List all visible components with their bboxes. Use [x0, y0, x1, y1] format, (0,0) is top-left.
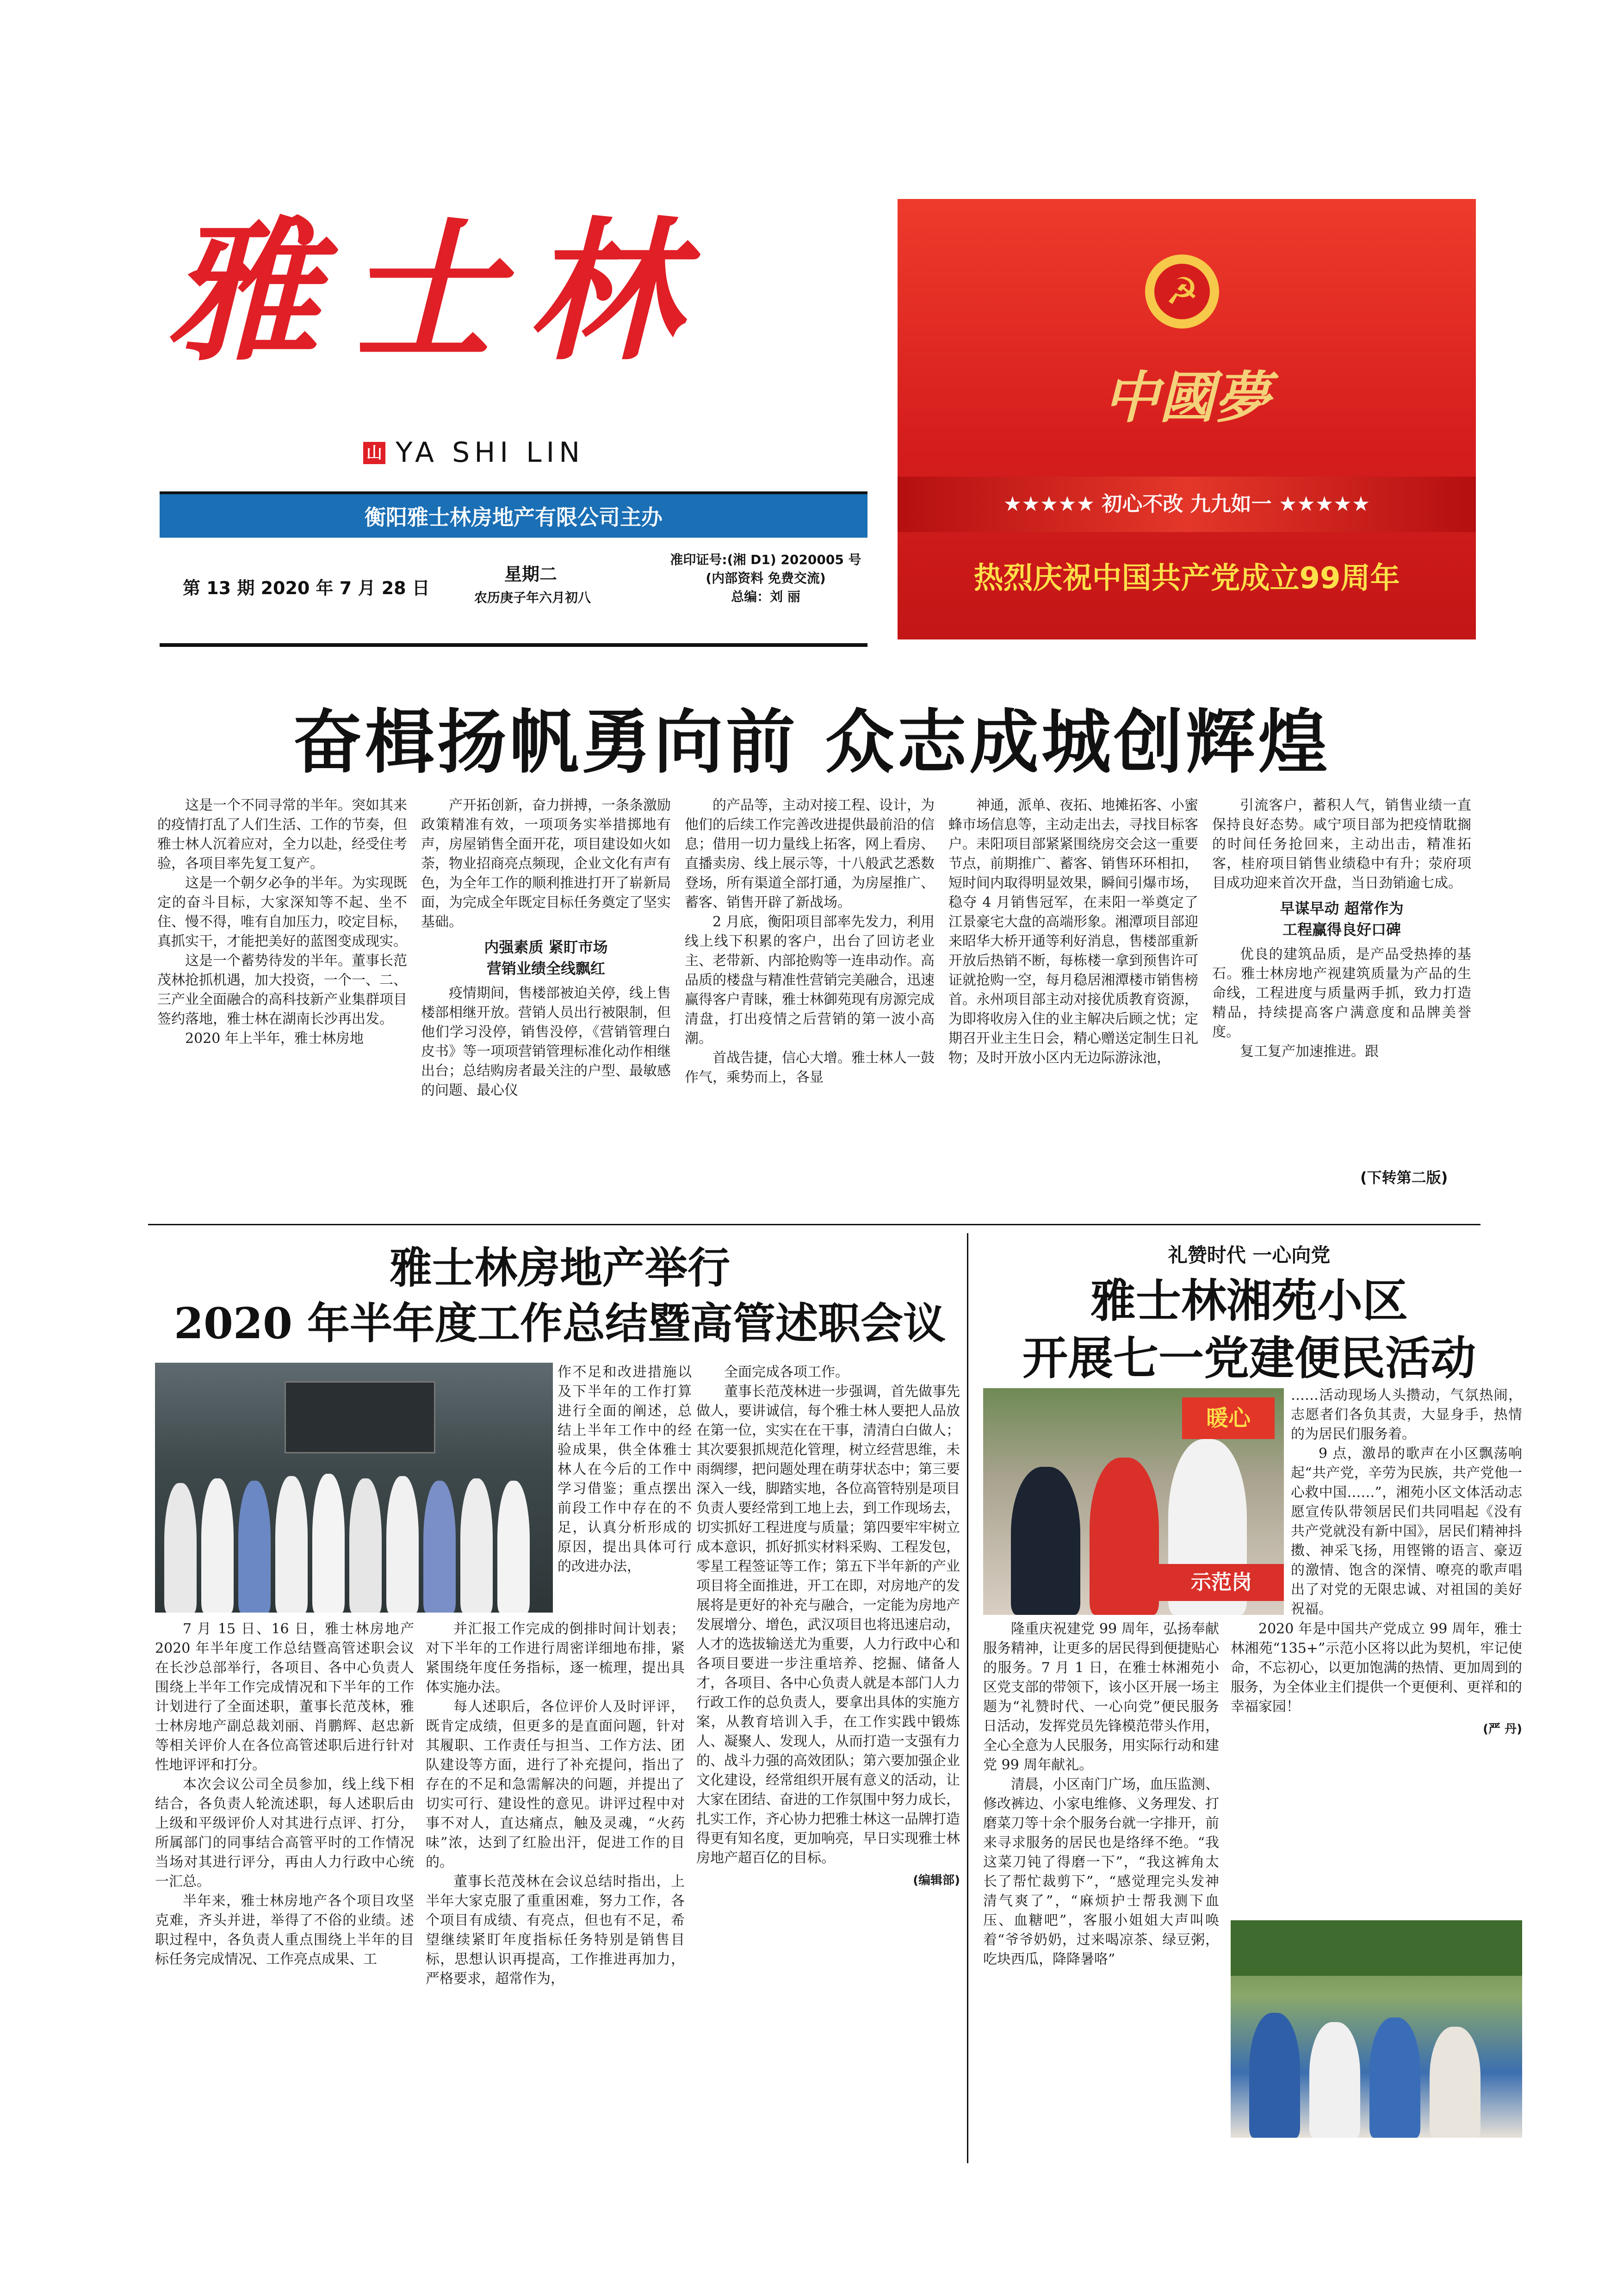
health-service-photo — [1231, 1920, 1522, 2138]
internal-note: (内部资料 免费交流) — [706, 571, 826, 586]
lunar-date: 农历庚子年六月初八 — [474, 590, 591, 605]
lead-column-2 — [421, 796, 671, 1222]
lead-column-1 — [157, 796, 407, 1222]
community-headline-line2: 开展七一党建便民活动 — [1022, 1332, 1476, 1385]
banner-caption: 热烈庆祝中国共产党成立99周年 — [973, 561, 1400, 596]
sponsor-bar: 衡阳雅士林房地产有限公司主办 — [160, 491, 867, 538]
meeting-column-top — [558, 1363, 692, 1613]
paragraph: 2 月底，衡阳项目部率先发力，利用线上线下积累的客户，出台了回访老业主、老带新、内部抢购等一连串动作。高品质的楼盘与精准性营销完美融合，迅速赢得客户青睐，雅士林御苑现有房源完成清盘，打出疫情之后营销的第一波小高潮。 — [685, 914, 935, 1047]
community-activity-photo — [983, 1388, 1284, 1615]
paragraph: 产开拓创新，奋力拼搏，一条条激励政策精准有效，一项项务实举措掷地有声，房屋销售全面开花，项目建设如火如荼，物业招商亮点频现，企业文化有声有色，为全年工作的顺利推进打开了崭新局面，为完成全年既定目标任务奠定了坚实基础。 — [421, 797, 671, 930]
meeting-headline — [148, 1240, 972, 1351]
permit-number: 准印证号:(湘 D1) 2020005 号 — [670, 552, 861, 567]
hammer-sickle-icon: ☭ — [1154, 264, 1210, 319]
paragraph: 引流客户，蓄积人气，销售业绩一直保持良好态势。咸宁项目部为把疫情耽搁的时间任务抢回来，主动出击，精准拓客，桂府项目销售业绩稳中有升；荥府项目成功迎来首次开盘，当日劲销逾七成。 — [1212, 797, 1471, 891]
lead-headline: 奋楫扬帆勇向前 众志成城创辉煌 — [292, 702, 1331, 783]
person-figure — [238, 1481, 271, 1613]
person-figure — [386, 1476, 419, 1613]
paragraph: 2020 年是中国共产党成立 99 周年，雅士林湘苑“135+”示范小区将以此为契机，牢记使命，不忘初心，以更加饱满的热情、更加周到的服务，为全体业主们提供一个更便利、更祥和的幸福家园！ — [1231, 1621, 1522, 1715]
community-kicker: 礼赞时代 一心向党 — [1168, 1244, 1331, 1266]
byline: (严 丹) — [1483, 1722, 1522, 1736]
issue-rule — [160, 643, 867, 647]
subheading: 早谋早动 超常作为 工程赢得良好口碑 — [1280, 900, 1404, 938]
paragraph: 神通，派单、夜拓、地摊拓客、小蜜蜂市场信息等，主动走出去，寻找目标客户。耒阳项目部紧紧围绕房交会这一重要节点，前期推广、蓄客、销售环环相扣，短时间内取得明显效果，瞬间引爆市场，稳夺 4 月销售冠军，在耒阳一举奠定了江景豪宅大盘的高端形象。湘潭项目部迎来昭华大桥开通等利好消息，售楼部重新开放后热销不断，每栋楼一拿到预售许可证就抢购一空，每月稳居湘潭楼市销售榜首。永州项目部主动对接优质教育资源，为即将收房入住的业主解决后顾之忧；定期召开业主生日会，精心赠送定制生日礼物；及时开放小区内无边际游泳池， — [948, 797, 1198, 1066]
paragraph: 的产品等，主动对接工程、设计，为他们的后续工作完善改进提供最前沿的信息；借用一切力量线上拓客，网上看房、直播卖房、线上展示等，十八般武艺悉数登场，所有渠道全部打通，为房屋推广、蓄客、销售开辟了新战场。 — [685, 797, 935, 911]
issue-number: 第 13 期 2020 年 7 月 28 日 — [183, 578, 430, 598]
lead-column-5 — [1212, 796, 1471, 1161]
person-figure — [349, 1478, 382, 1613]
community-headline-line1: 雅士林湘苑小区 — [1090, 1274, 1408, 1328]
logo-icon: 山 — [363, 442, 385, 464]
person-figure — [497, 1481, 530, 1613]
paragraph: 每人述职后，各位评价人及时评评，既肯定成绩，但更多的是直面问题，针对其履职、工作责任与担当、工作方法、团队建设等方面，进行了补充提问，指出了存在的不足和急需解决的问题，并提出了切实可行、建设性的意见。讲评过程中对事不对人，直达痛点，触及灵魂，“火药味”浓，达到了红脸出汗，促进工作的目的。 — [426, 1699, 685, 1870]
paragraph: 2020 年上半年，雅士林房地 — [185, 1030, 364, 1047]
paragraph: 董事长范茂林进一步强调，首先做事先做人，要讲诚信，每个雅士林人要把人品放在第一位，实实在在干事，清清白白做人；其次要狠抓规范化管理，树立经营思维，未雨绸缪，把问题处理在萌芽状态中；第三要深入一线，脚踏实地，各位高管特别是项目负责人要经常到工地上去，到工作现场去，切实抓好工程进度与质量；第四要牢牢树立成本意识，抓好抓实材料采购、工程发包，零星工程签证等工作；第五下半年新的产业项目将全面推进，开工在即，对房地产的发展将是更好的补充与融合，一定能为房地产发展增分、增色，武汉项目也将迅速启动，人才的选拔输送尤为重要，人力行政中心和各项目要进一步注重培养、挖掘、储备人才，各项目、各中心负责人就是本部门人力行政工作的总负责人，要拿出具体的实施方案，从教育培训入手，在工作实践中锻炼人、凝聚人、发现人，从而打造一支强有力的、战斗力强的高效团队；第六要加强企业文化建设，经常组织开展有意义的活动，让大家在团结、奋进的工作氛围中努力成长，扎实工作，齐心协力把雅士林这一品牌打造得更有知名度，更加响亮，早日实现雅士林房地产超百亿的目标。 — [696, 1384, 960, 1866]
paragraph: 全面完成各项工作。 — [724, 1364, 849, 1380]
community-column-1 — [983, 1620, 1219, 2159]
person-figure — [460, 1478, 493, 1613]
paragraph: 这是一个蓄势待发的半年。董事长范茂林抢抓机遇，加大投资，一个一、二、三产业全面融合的高科技新产业集群项目签约落地，雅士林在湖南长沙再出发。 — [157, 953, 407, 1027]
meeting-headline-line2: 2020 年半年度工作总结暨高管述职会议 — [173, 1298, 946, 1348]
masthead-title: 雅士林 — [167, 202, 708, 381]
meeting-group-photo — [155, 1363, 553, 1613]
meeting-headline-line1: 雅士林房地产举行 — [389, 1243, 730, 1293]
subheading: 内强素质 紧盯市场 营销业绩全线飘红 — [484, 938, 608, 977]
community-column-top — [1291, 1386, 1522, 1617]
person-figure — [275, 1476, 308, 1613]
paragraph: 7 月 15 日、16 日，雅士林房地产 2020 年半年度工作总结暨高管述职会议在长沙总部举行，各项目、各中心负责人围绕上半年工作完成情况和下半年的工作计划进行了全面述职，董事长范茂林，雅士林房地产副总裁刘丽、肖鹏辉、赵忠新等相关评价人在各位高管述职后进行针对性地评评和打分。 — [155, 1621, 414, 1773]
meeting-column-2 — [426, 1620, 685, 2161]
person-figure — [1249, 2013, 1300, 2138]
paragraph: 本次会议公司全员参加，线上线下相结合，各负责人轮流述职，每人述职后由上级和平级评价人对其进行点评、打分，所属部门的同事结合高管平时的工作情况当场对其进行评分，再由人力行政中心统一汇总。 — [155, 1776, 414, 1890]
section-divider — [148, 1224, 1481, 1225]
paragraph: 半年来，雅士林房地产各个项目攻坚克难，齐头并进，举得了不俗的业绩。述职过程中，各负责人重点围绕上半年的目标任务完成情况、工作亮点成果、工 — [155, 1893, 414, 1967]
lead-column-3 — [685, 796, 935, 1222]
paragraph: 这是一个不同寻常的半年。突如其来的疫情打乱了人们生活、工作的节奏，但雅士林人沉着应对，全力以赴，经受住考验，各项目率先复工复产。 — [157, 797, 407, 872]
paragraph: 复工复产加速推进。跟 — [1240, 1043, 1379, 1060]
paragraph: 首战告捷，信心大增。雅士林人一鼓作气，乘势而上，各显 — [685, 1050, 935, 1086]
meeting-column-1 — [155, 1620, 414, 2161]
weekday: 星期二 — [504, 564, 558, 584]
person-figure — [164, 1483, 197, 1613]
paragraph: 清晨，小区南门广场，血压监测、修改裤边、小家电维修、义务理发、打磨菜刀等十余个服务台就一字排开，前来寻求服务的居民也是络绎不绝。“我这菜刀钝了得磨一下”，“我这裤角太长了帮忙裁剪下”，“感觉理完头发神清气爽了”，“麻烦护士帮我测下血压、血糖吧”，客服小姐姐大声叫唤着“爷爷奶奶，过来喝凉茶、绿豆粥，吃块西瓜，降降暑咯” — [983, 1776, 1219, 1967]
column-divider — [967, 1233, 968, 2163]
paragraph: 并汇报工作完成的倒排时间计划表；对下半年的工作进行周密详细地布排，紧紧围绕年度任务指标，逐一梳理，提出具体实施办法。 — [426, 1621, 685, 1695]
paragraph: 这是一个朝夕必争的半年。为实现既定的奋斗目标，大家深知等不起、坐不住、慢不得，唯有自加压力，咬定目标，真抓实干，才能把美好的蓝图变成现实。 — [157, 875, 407, 949]
issue-info — [160, 541, 867, 643]
person-figure — [1369, 2017, 1420, 2138]
continued-note: (下转第二版) — [1360, 1169, 1448, 1186]
paragraph: ……活动现场人头攒动，气氛热闹，志愿者们各负其责，大显身手，热情的为居民们服务着。 — [1291, 1387, 1522, 1442]
anniversary-banner — [898, 199, 1476, 639]
paragraph: 优良的建筑品质，是产品受热捧的基石。雅士林房地产视建筑质量为产品的生命线，工程进度与质量两手抓，致力打造精品，持续提高客户满意度和品牌美誉度。 — [1212, 946, 1471, 1040]
paragraph: 疫情期间，售楼部被迫关停，线上售楼部相继开放。营销人员出行被限制，但他们学习没停，销售没停，《营销管理白皮书》等一项项营销管理标准化动作相继出台；总结购房者最关注的户型、最敏感的问题、最心仪 — [421, 985, 671, 1098]
person-figure — [1011, 1467, 1080, 1615]
paragraph: 9 点，激昂的歌声在小区飘荡响起“共产党，辛劳为民族，共产党他一心救中国……”，湘苑小区文体活动志愿宣传队带领居民们共同唱起《没有共产党就没有新中国》，居民们精神抖擞、神采飞扬，用铿锵的语言、豪迈的激情、饱含的深情、嘹亮的歌声唱出了对党的无限忠诚、对祖国的美好祝福。 — [1291, 1446, 1522, 1617]
person-figure — [312, 1474, 345, 1613]
warm-heart-sign: 暖心 — [1182, 1397, 1275, 1439]
meeting-column-3 — [696, 1363, 960, 2161]
stage-screen — [285, 1381, 435, 1453]
person-figure — [201, 1478, 234, 1613]
person-figure — [1430, 2027, 1481, 2138]
person-figure — [1090, 1458, 1159, 1615]
china-dream-logo: 中國夢 — [1103, 365, 1270, 430]
banner-motto: ★★★★★ 初心不改 九九如一 ★★★★★ — [1003, 492, 1370, 516]
paragraph: 作不足和改进措施以及下半年的工作打算进行全面的阐述，总结上半年工作中的经验成果，供全体雅士林人在今后的工作中学习借鉴；重点摆出前段工作中存在的不足，认真分析形成的原因，提出具体可行的改进办法， — [558, 1364, 692, 1575]
community-headline — [972, 1272, 1527, 1387]
model-post-banner: 示范岗 — [1159, 1564, 1284, 1601]
byline: (编辑部) — [913, 1874, 960, 1887]
community-column-2 — [1231, 1620, 1522, 1916]
tree-canopy — [1231, 1920, 1522, 1976]
person-figure — [423, 1481, 456, 1613]
masthead-pinyin: YA SHI LIN — [396, 436, 585, 469]
paragraph: 董事长范茂林在会议总结时指出，上半年大家克服了重重困难，努力工作，各个项目有成绩、有亮点，但也有不足，希望继续紧盯年度指标任务特别是销售目标，思想认识再提高，工作推进再加力，严格要求，超常作为， — [426, 1874, 685, 1987]
person-figure — [1309, 2022, 1360, 2138]
permit-info — [657, 551, 874, 606]
lead-column-4 — [948, 796, 1198, 1222]
paragraph: 隆重庆祝建党 99 周年，弘扬奉献服务精神，让更多的居民得到便捷贴心的服务。7 月 1 日，在雅士林湘苑小区党支部的带领下，该小区开展一场主题为“礼赞时代、一心向党”便民服务日活动，发挥党员先锋模范带头作用，全心全意为人民服务，用实际行动和建党 99 周年献礼。 — [983, 1621, 1219, 1773]
chief-editor: 总编：刘 丽 — [731, 589, 800, 604]
